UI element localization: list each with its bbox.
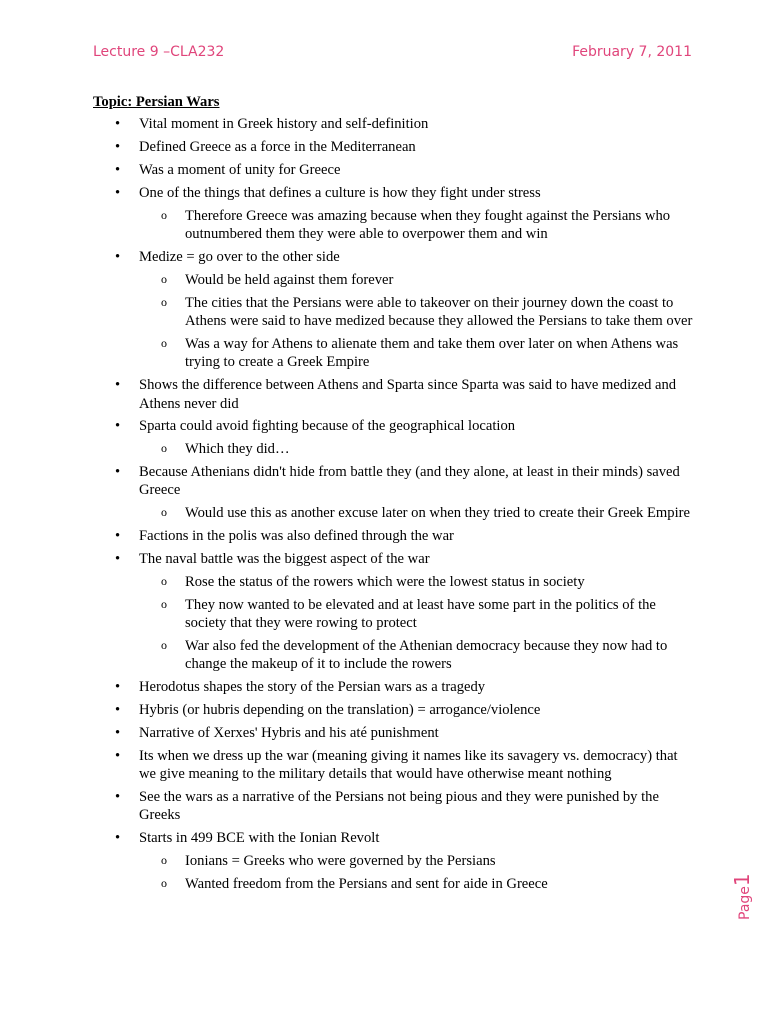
- bullet-text: Hybris (or hubris depending on the translation) = arrogance/violence: [139, 702, 541, 719]
- bullet-list: [93, 115, 693, 893]
- sub-bullet-list: [139, 504, 693, 522]
- bullet-item: [93, 724, 693, 742]
- bullet-text: Because Athenians didn't hide from battle they (and they alone, at least in their minds) saved Greece: [139, 464, 680, 499]
- sub-bullet-item: o Would be held against them forever: [139, 271, 693, 289]
- bullet-text: Sparta could avoid fighting because of the geographical location: [139, 418, 516, 435]
- bullet-item: [93, 701, 693, 719]
- bullet-text: Starts in 499 BCE with the Ionian Revolt: [139, 830, 380, 847]
- bullet-text: Narrative of Xerxes' Hybris and his até punishment: [139, 725, 439, 742]
- bullet-item: [93, 417, 693, 458]
- bullet-item: [93, 184, 693, 243]
- bullet-text: Was a moment of unity for Greece: [139, 162, 341, 179]
- topic-heading: Topic: Persian Wars: [93, 94, 220, 110]
- sub-bullet-list: [139, 207, 693, 244]
- bullet-item: [93, 248, 693, 372]
- sub-bullet-item: o Was a way for Athens to alienate them and take them over later on when Athens was trying to create a Greek Empire: [139, 335, 693, 372]
- bullet-text: One of the things that defines a culture is how they fight under stress: [139, 184, 541, 201]
- sub-bullet-item: o Which they did…: [139, 440, 693, 458]
- sub-bullet-item: o The cities that the Persians were able to takeover on their journey down the coast to Athens were said to have medized because they allowed the Persians to take them over: [139, 294, 693, 331]
- bullet-item: [93, 788, 693, 825]
- bullet-text: Defined Greece as a force in the Mediterranean: [139, 139, 416, 156]
- bullet-text: Vital moment in Greek history and self-definition: [139, 116, 429, 133]
- bullet-text: Herodotus shapes the story of the Persian wars as a tragedy: [139, 679, 486, 696]
- bullet-item: [93, 138, 693, 156]
- bullet-text: Factions in the polis was also defined through the war: [139, 528, 454, 545]
- bullet-text: See the wars as a narrative of the Persians not being pious and they were punished by the Greeks: [139, 789, 659, 824]
- bullet-text: Medize = go over to the other side: [139, 249, 340, 266]
- sub-bullet-item: o War also fed the development of the Athenian democracy because they now had to change the makeup of it to include the rowers: [139, 637, 693, 674]
- bullet-item: [93, 747, 693, 784]
- sub-bullet-item: o Rose the status of the rowers which were the lowest status in society: [139, 573, 693, 591]
- sub-bullet-list: [139, 271, 693, 372]
- bullet-item: [93, 161, 693, 179]
- header-date: February 7, 2011: [572, 44, 692, 60]
- page-label: Page: [737, 886, 753, 920]
- bullet-item: [93, 678, 693, 696]
- bullet-item: [93, 829, 693, 893]
- bullet-text: Shows the difference between Athens and Sparta since Sparta was said to have medized and Athens never did: [139, 377, 677, 412]
- bullet-item: [93, 376, 693, 413]
- bullet-item: [93, 115, 693, 133]
- sub-bullet-list: [139, 573, 693, 674]
- page-number-value: 1: [730, 873, 754, 887]
- bullet-item: [93, 550, 693, 674]
- bullet-item: [93, 463, 693, 522]
- bullet-text: Its when we dress up the war (meaning giving it names like its savagery vs. democracy) that we give meaning to the military details that would have otherwise meant nothing: [139, 747, 678, 783]
- sub-bullet-item: o Therefore Greece was amazing because when they fought against the Persians who outnumbered them they were able to overpower them and win: [139, 207, 693, 244]
- sub-bullet-list: [139, 852, 693, 893]
- sub-bullet-item: o Ionians = Greeks who were governed by the Persians: [139, 852, 693, 870]
- bullet-item: [93, 527, 693, 545]
- sub-bullet-item: o Wanted freedom from the Persians and sent for aide in Greece: [139, 875, 693, 893]
- page-number: [730, 873, 754, 920]
- notes-body: [93, 93, 693, 898]
- sub-bullet-item: o They now wanted to be elevated and at least have some part in the politics of the society that they were rowing to protect: [139, 596, 693, 633]
- sub-bullet-list: [139, 440, 693, 458]
- bullet-text: The naval battle was the biggest aspect of the war: [139, 551, 430, 568]
- header-course: Lecture 9 –CLA232: [93, 44, 225, 60]
- sub-bullet-item: o Would use this as another excuse later on when they tried to create their Greek Empire: [139, 504, 693, 522]
